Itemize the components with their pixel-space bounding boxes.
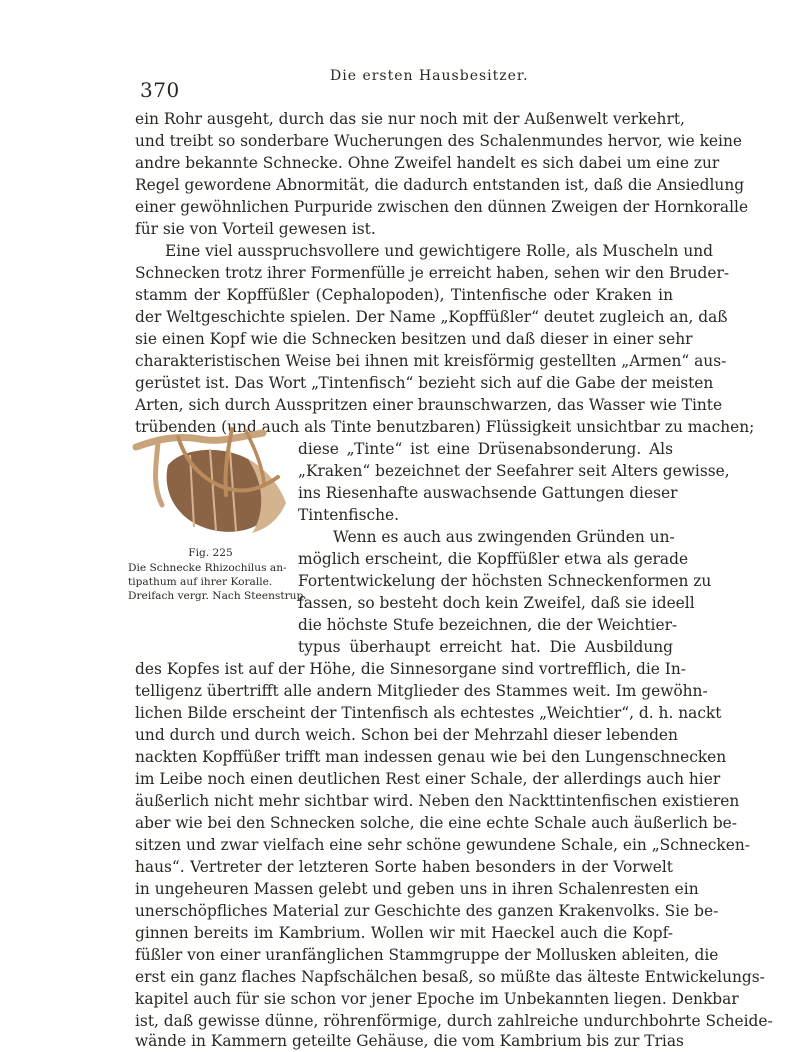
text-line: und durch und durch weich. Schon bei der Mehrzahl dieser lebenden: [135, 726, 678, 744]
text-line: telligenz übertrifft alle andern Mitglieder des Stammes weit. Im gewöhn-: [135, 682, 708, 700]
figure-caption-line: Die Schnecke Rhizochilus an-: [128, 562, 287, 574]
text-line: „Kraken“ bezeichnet der Seefahrer seit Alters gewisse,: [298, 462, 730, 480]
page-number: 370: [140, 78, 180, 102]
text-line: sie einen Kopf wie die Schnecken besitzen und daß dieser in einer sehr: [135, 330, 693, 348]
snail-shell: [167, 450, 272, 532]
text-line: die höchste Stufe bezeichnen, die der Weichtier-: [298, 616, 678, 634]
text-line: in ungeheuren Massen gelebt und geben uns in ihren Schalenresten ein: [135, 880, 699, 898]
figure-caption-line: Dreifach vergr. Nach Steenstrup.: [128, 590, 307, 602]
text-line: im Leibe noch einen deutlichen Rest einer Schale, der allerdings auch hier: [135, 770, 721, 788]
coral-stem: [136, 433, 263, 447]
text-line: füßler von einer uranfänglichen Stammgruppe der Mollusken ableiten, die: [135, 946, 719, 964]
text-line: fassen, so besteht doch kein Zweifel, daß sie ideell: [298, 594, 695, 612]
text-line: Arten, sich durch Ausspritzen einer braunschwarzen, das Wasser wie Tinte: [135, 396, 723, 414]
text-line: sitzen und zwar vielfach eine sehr schöne gewundene Schale, ein „Schnecken-: [135, 836, 750, 854]
text-line: Regel gewordene Abnormität, die dadurch entstanden ist, daß die Ansiedlung: [135, 176, 745, 194]
text-line: ginnen bereits im Kambrium. Wollen wir mit Haeckel auch die Kopf-: [135, 924, 673, 942]
text-line: ein Rohr ausgeht, durch das sie nur noch mit der Außenwelt verkehrt,: [135, 110, 685, 128]
paragraph-start: Wenn es auch aus zwingenden Gründen un-: [333, 528, 675, 546]
text-line: einer gewöhnlichen Purpuride zwischen den dünnen Zweigen der Hornkoralle: [135, 198, 749, 216]
coral-branch: [156, 443, 163, 505]
text-line: Schnecken trotz ihrer Formenfülle je erreicht haben, sehen wir den Bruder-: [135, 264, 730, 282]
text-line: haus“. Vertreter der letzteren Sorte haben besonders in der Vorwelt: [135, 858, 673, 876]
text-line: charakteristischen Weise bei ihnen mit kreisförmig gestellten „Armen“ aus-: [135, 352, 727, 370]
text-line: typus überhaupt erreicht hat. Die Ausbildung: [298, 638, 673, 656]
text-line: des Kopfes ist auf der Höhe, die Sinnesorgane sind vortrefflich, die In-: [135, 660, 686, 678]
text-line: trübenden (und auch als Tinte benutzbaren) Flüssigkeit unsichtbar zu machen;: [135, 418, 755, 436]
text-line: diese „Tinte“ ist eine Drüsenabsonderung. Als: [298, 440, 673, 458]
text-line: und treibt so sonderbare Wucherungen des Schalenmundes hervor, wie keine: [135, 132, 742, 150]
text-line: unerschöpfliches Material zur Geschichte des ganzen Krakenvolks. Sie be-: [135, 902, 719, 920]
text-line: nackten Kopffüßer trifft man indessen genau wie bei den Lungenschnecken: [135, 748, 727, 766]
text-line: lichen Bilde erscheint der Tintenfisch als echtestes „Weichtier“, d. h. nackt: [135, 704, 722, 722]
paragraph-start: Eine viel ausspruchsvollere und gewichtigere Rolle, als Muscheln und: [165, 242, 713, 260]
text-line: der Weltgeschichte spielen. Der Name „Kopffüßler“ deutet zugleich an, daß: [135, 308, 728, 326]
text-line: andre bekannte Schnecke. Ohne Zweifel handelt es sich dabei um eine zur: [135, 154, 720, 172]
text-line: aber wie bei den Schnecken solche, die eine echte Schale auch äußerlich be-: [135, 814, 737, 832]
figure-caption-line: tipathum auf ihrer Koralle.: [128, 576, 273, 588]
text-line: gerüstet ist. Das Wort „Tintenfisch“ bezieht sich auf die Gabe der meisten: [135, 374, 714, 392]
figure-number: Fig. 225: [188, 547, 233, 559]
running-title: Die ersten Hausbesitzer.: [330, 68, 529, 84]
text-line: stamm der Kopffüßler (Cephalopoden), Tintenfische oder Kraken in: [135, 286, 673, 304]
text-line: äußerlich nicht mehr sichtbar wird. Neben den Nackttintenfischen existieren: [135, 792, 740, 810]
text-line: ist, daß gewisse dünne, röhrenförmige, durch zahlreiche undurchbohrte Scheide-: [135, 1012, 773, 1030]
text-line: Tintenfische.: [298, 506, 400, 524]
text-line: Fortentwickelung der höchsten Schneckenformen zu: [298, 572, 712, 590]
text-line: erst ein ganz flaches Napfschälchen besaß, so müßte das älteste Entwickelungs-: [135, 968, 765, 986]
snail-on-coral-illustration: [128, 425, 293, 540]
text-line: für sie von Vorteil gewesen ist.: [135, 220, 376, 238]
text-line: möglich erscheint, die Kopffüßler etwa als gerade: [298, 550, 689, 568]
text-line: ins Riesenhafte auswachsende Gattungen dieser: [298, 484, 678, 502]
text-line: kapitel auch für sie schon vor jener Epoche im Unbekannten liegen. Denkbar: [135, 990, 739, 1008]
text-line: wände in Kammern geteilte Gehäuse, die vom Kambrium bis zur Trias: [135, 1032, 684, 1050]
